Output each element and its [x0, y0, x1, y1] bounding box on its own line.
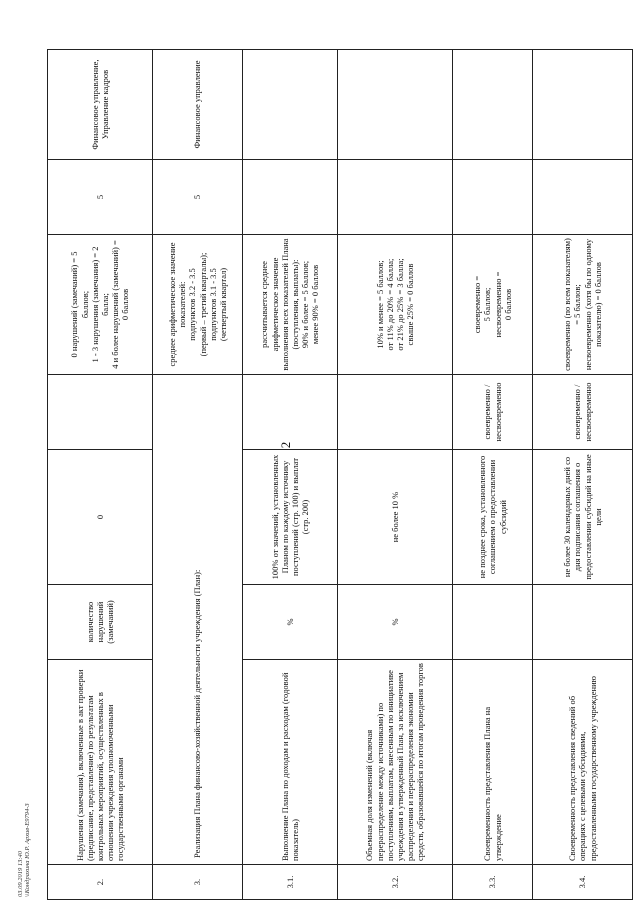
target-cell: не более 30 календарных дней со дня подписания соглашения о предоставлении субсидий на иные цели	[533, 450, 633, 585]
responsible-cell	[243, 50, 338, 160]
responsible-cell	[338, 50, 453, 160]
section-title-cell: Реализация Плана финансово-хозяйственной деятельности учреждения (План):	[153, 375, 243, 865]
table-row	[243, 50, 338, 900]
responsible-cell	[453, 50, 533, 160]
criteria-cell: рассчитывается среднее арифметическое значение выполнения всех показателей Плана (поступления, выплаты): 90% и более = 5 баллов; менее 90% = 0 баллов	[243, 235, 338, 375]
criteria-cell: 10% и менее = 5 баллов; от 11% до 20% = 4 балла; от 21% до 25% = 3 балла; свыше 25% = 0 баллов	[338, 235, 453, 375]
table-row	[533, 50, 633, 900]
target-cell: 100% от значений, установленных Планом по каждому источнику поступлений (стр. 100) и выплат (стр. 200)	[243, 450, 338, 585]
unit-cell: количество нарушений (замечаний)	[48, 585, 153, 660]
criteria-cell: своевременно = 5 баллов; несвоевременно = 0 баллов	[453, 235, 533, 375]
period-cell: своевременно / несвоевременно	[453, 375, 533, 450]
indicator-cell: Нарушения (замечания), включенные в акт проверки (предписание, представление) по результатам контрольных мероприятий, осуществленных в отношении учреждения уполномоченными государственными органами	[48, 660, 153, 865]
unit-cell: %	[338, 585, 453, 660]
table-row	[48, 50, 153, 900]
target-cell: не более 10 %	[338, 450, 453, 585]
footer-text	[17, 797, 31, 897]
max-score-cell: 5	[153, 160, 243, 235]
row-number: 3.	[153, 865, 243, 900]
row-number: 3.2.	[338, 865, 453, 900]
target-cell: не позднее срока, установленного соглашением о предоставлении субсидий	[453, 450, 533, 585]
row-number: 3.1.	[243, 865, 338, 900]
indicators-table	[47, 49, 633, 900]
responsible-cell: Финансовое управление	[153, 50, 243, 160]
criteria-cell: 0 нарушений (замечаний) = 5 баллов; 1 - 3 нарушения (замечания) = 2 балла; 4 и более нарушений (замечаний) = 0 баллов	[48, 235, 153, 375]
max-score-cell	[533, 160, 633, 235]
row-number: 2.	[48, 865, 153, 900]
unit-cell: %	[243, 585, 338, 660]
unit-cell	[533, 585, 633, 660]
criteria-cell: своевременно (по всем показателям) = 5 баллов; несвоевременно (хотя бы по одному показателю) = 0 баллов	[533, 235, 633, 375]
period-cell: своевременно / несвоевременно	[533, 375, 633, 450]
indicator-cell: Своевременность представления Плана на утверждение	[453, 660, 533, 865]
period-cell	[243, 375, 338, 450]
criteria-cell: среднее арифметическое значение показателей: подпунктов 3.2 - 3.5 (первый – третий кварталы); подпунктов 3.1 - 3.5 (четвертый квартал)	[153, 235, 243, 375]
row-number: 3.4.	[533, 865, 633, 900]
table-row	[453, 50, 533, 900]
max-score-cell	[243, 160, 338, 235]
indicator-cell: Своевременность представления сведений об операциях с целевыми субсидиями, предоставленными государственному учреждению	[533, 660, 633, 865]
indicator-cell: Выполнение Плана по доходам и расходам (годовой показатель)	[243, 660, 338, 865]
max-score-cell	[338, 160, 453, 235]
table-row	[153, 50, 243, 900]
period-cell	[48, 375, 153, 450]
footer-stamp	[4, 800, 44, 900]
row-number: 3.3.	[453, 865, 533, 900]
footer-path: \\Кондрахина Ю.Р. Архив-Е9794-3	[24, 803, 31, 897]
period-cell	[338, 375, 453, 450]
responsible-cell	[533, 50, 633, 160]
page-number: 2	[278, 441, 293, 449]
footer-date: 03.09.2019 13:40	[17, 850, 24, 897]
table-row	[338, 50, 453, 900]
target-cell: 0	[48, 450, 153, 585]
unit-cell	[453, 585, 533, 660]
max-score-cell	[453, 160, 533, 235]
indicator-cell: Объемная доля изменений (включая перераспределение между источниками) по поступлениям, выплатам, внесенным по инициативе учреждения в утвержденный План, за исключением распределения и перераспределения экономии средств, образовавшейся по итогам проведения торгов	[338, 660, 453, 865]
max-score-cell: 5	[48, 160, 153, 235]
responsible-cell: Финансовое управление, Управление кадров	[48, 50, 153, 160]
